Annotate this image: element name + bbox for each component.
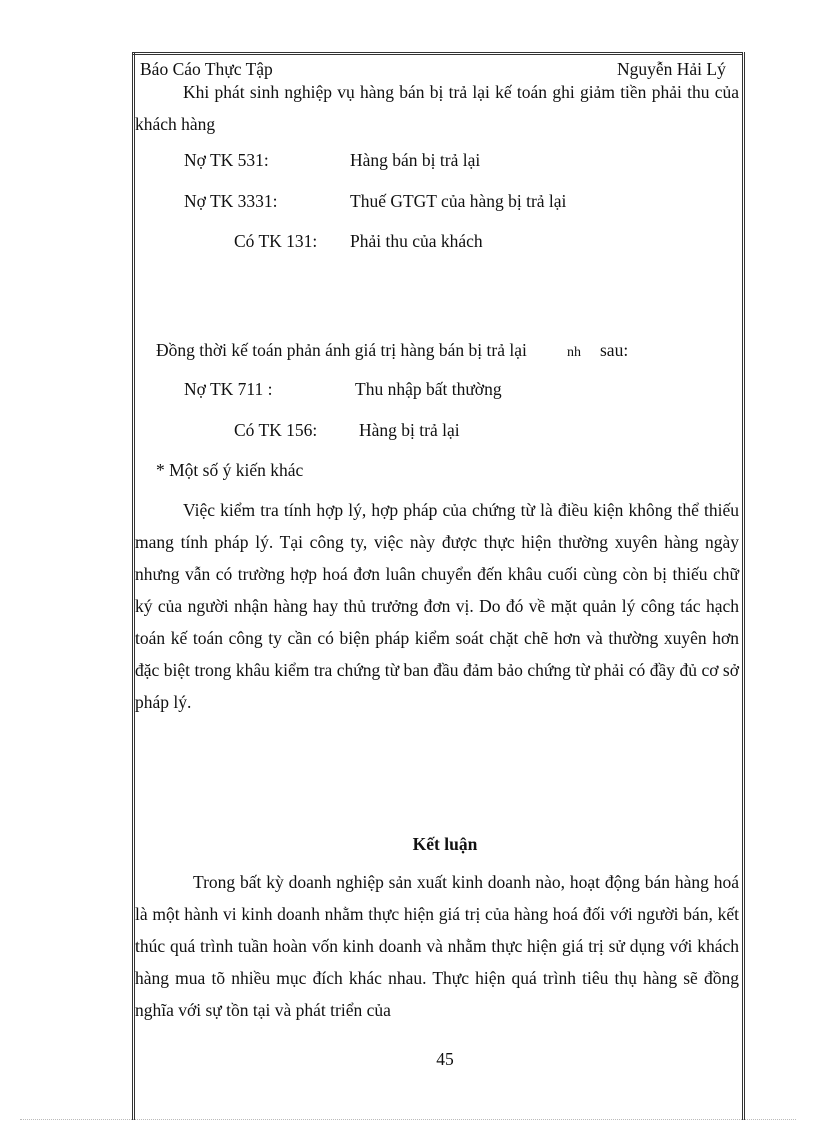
other-opinions-heading: * Một số ý kiến khác xyxy=(156,460,304,480)
page-border-top xyxy=(132,52,742,55)
entry-debit-531-desc: Hàng bán bị trả lại xyxy=(350,150,481,170)
header-left: Báo Cáo Thực Tập xyxy=(140,59,273,79)
conclusion-paragraph: Trong bất kỳ doanh nghiệp sản xuất kinh doanh nào, hoạt động bán hàng hoá là một hành vi kinh doanh nhằm thực hiện giá trị của hàng hoá đối với người bán, kết thúc quá trình tuần hoàn vốn kinh doanh và nhằm thực hiện giá trị sử dụng với khách hàng mua tõ nhiều mục đích khác nhau. Thực hiện quá trình tiêu thụ hàng sẽ đồng nghĩa với sự tồn tại và phát triển của xyxy=(135,872,739,1020)
simultaneous-line-small: nh xyxy=(567,345,581,360)
conclusion-title: Kết luận xyxy=(412,834,478,854)
entry-credit-131-desc: Phải thu của khách xyxy=(350,231,483,251)
page-number: 45 xyxy=(436,1049,454,1069)
entry-debit-531-account: Nợ TK 531: xyxy=(184,150,269,170)
entry-credit-156-desc: Hàng bị trả lại xyxy=(359,420,460,440)
entry-credit-156-account: Có TK 156: xyxy=(234,420,318,440)
intro-paragraph: Khi phát sinh nghiệp vụ hàng bán bị trả lại kế toán ghi giảm tiền phải thu của khách hàng xyxy=(135,82,739,134)
simultaneous-line-end: sau: xyxy=(600,340,629,360)
entry-debit-3331-account: Nợ TK 3331: xyxy=(184,191,278,211)
entry-debit-711-desc: Thu nhập bất thường xyxy=(355,379,502,399)
opinion-paragraph: Việc kiểm tra tính hợp lý, hợp pháp của chứng từ là điều kiện không thể thiếu mang tính pháp lý. Tại công ty, việc này được thực hiện thường xuyên hàng ngày nhưng vẫn có trường hợp hoá đơn luân chuyển đến khâu cuối cùng còn bị thiếu chữ ký của người nhận hàng hay thủ trưởng đơn vị. Do đó về mặt quản lý công tác hạch toán kế toán công ty cần có biện pháp kiểm soát chặt chẽ hơn và thường xuyên hơn đặc biệt trong khâu kiểm tra chứng từ ban đầu đảm bảo chứng từ phải có đầy đủ cơ sở pháp lý. xyxy=(135,500,739,712)
header-right: Nguyễn Hải Lý xyxy=(617,59,726,79)
page-border-right xyxy=(742,52,745,1120)
simultaneous-line-text: Đồng thời kế toán phản ánh giá trị hàng bán bị trả lại xyxy=(156,340,527,360)
entry-credit-131-account: Có TK 131: xyxy=(234,231,318,251)
entry-debit-711-account: Nợ TK 711 : xyxy=(184,379,273,399)
entry-debit-3331-desc: Thuế GTGT của hàng bị trả lại xyxy=(350,191,567,211)
page-bottom-dotted-rule xyxy=(20,1119,796,1120)
